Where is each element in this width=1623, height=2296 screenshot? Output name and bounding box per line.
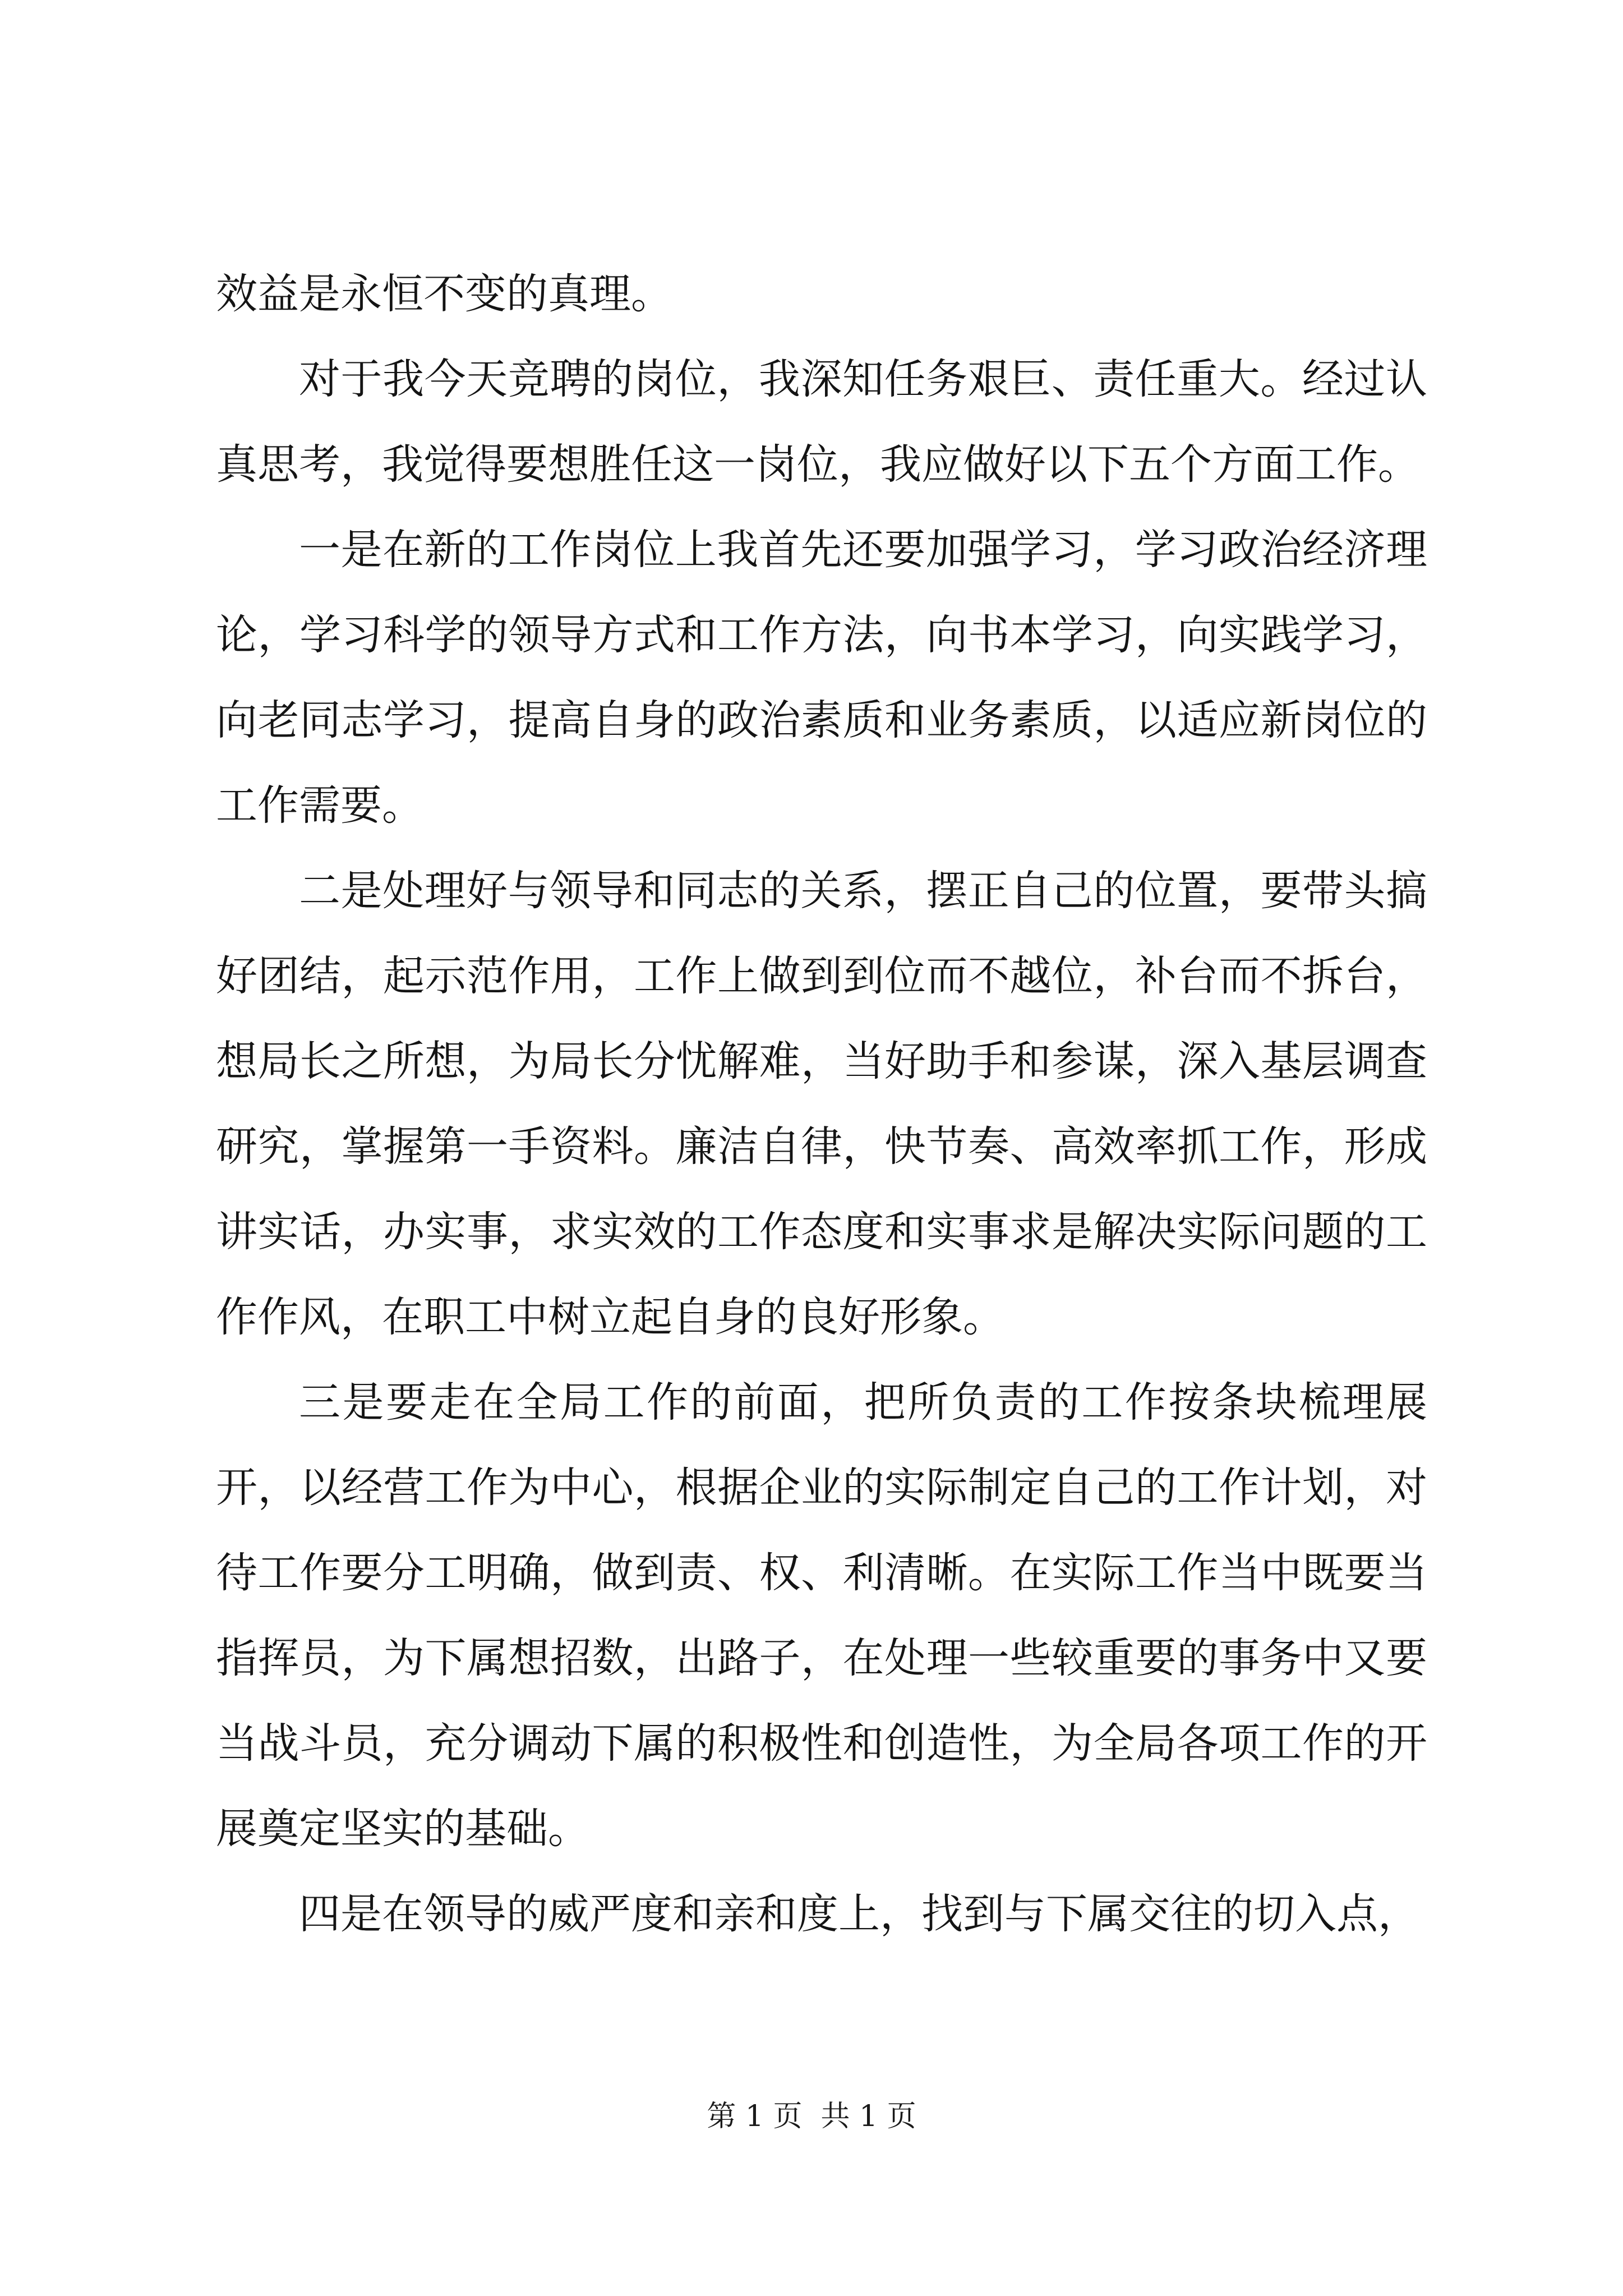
paragraph-continuation: 效益是永恒不变的真理。: [216, 270, 672, 318]
paragraph-point-one: 一是在新的工作岗位上我首先还要加强学习，学习政治经济理论，学习科学的领导方式和工作方法，向书本学习，向实践学习，向老同志学习，提高自身的政治素质和业务素质，以适应新岗位的工作需要。: [216, 526, 1427, 830]
document-body: [216, 251, 1427, 1957]
paragraph-point-three: 三是要走在全局工作的前面，把所负责的工作按条块梳理展开，以经营工作为中心，根据企业的实际制定自己的工作计划，对待工作要分工明确，做到责、权、利清晰。在实际工作当中既要当指挥员，为下属想招数，出路子，在处理一些较重要的事务中又要当战斗员，充分调动下属的积极性和创造性，为全局各项工作的开展奠定坚实的基础。: [216, 1378, 1427, 1853]
paragraph-point-two: 二是处理好与领导和同志的关系，摆正自己的位置，要带头搞好团结，起示范作用，工作上做到到位而不越位，补台而不拆台，想局长之所想，为局长分忧解难，当好助手和参谋，深入基层调查研究，掌握第一手资料。廉洁自律，快节奏、高效率抓工作，形成讲实话，办实事，求实效的工作态度和实事求是解决实际问题的工作作风，在职工中树立起自身的良好形象。: [216, 867, 1427, 1341]
paragraph-intro: 对于我今天竞聘的岗位，我深知任务艰巨、责任重大。经过认真思考，我觉得要想胜任这一岗位，我应做好以下五个方面工作。: [216, 355, 1427, 489]
paragraph-point-four: 四是在领导的威严度和亲和度上，找到与下属交往的切入点，: [299, 1890, 1419, 1938]
page-footer: 第 1 页 共 1 页: [707, 2100, 916, 2133]
